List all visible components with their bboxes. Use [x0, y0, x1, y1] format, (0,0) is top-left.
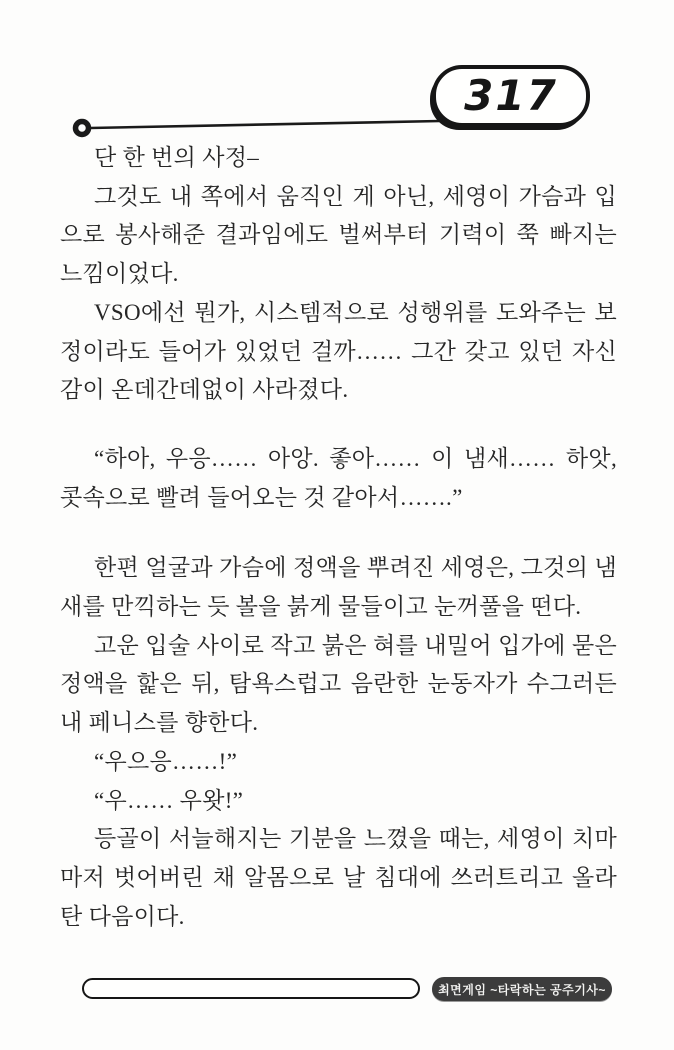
- paragraph: 단 한 번의 사정–: [94, 145, 260, 170]
- page-number: 317: [464, 70, 558, 120]
- paragraph: 그것도 내 쪽에서 움직인 게 아닌, 세영이 가슴과 입으로 봉사해준 결과임에도 벌써부터 기력이 쭉 빠지는 느낌이었다.: [60, 183, 617, 287]
- paragraph: VSO에선 뭔가, 시스템적으로 성행위를 도와주는 보정이라도 들어가 있었던 걸까…… 그간 갖고 있던 자신감이 온데간데없이 사라졌다.: [60, 299, 617, 403]
- line-end-ring-icon: [76, 122, 89, 135]
- paragraph: 등골이 서늘해지는 기분을 느꼈을 때는, 세영이 치마마저 벗어버린 채 알몸으로 날 침대에 쓰러트리고 올라탄 다음이다.: [60, 826, 617, 929]
- footer-progress-pill: [82, 978, 420, 999]
- book-title: 최면게임 ~타락하는 공주기사~: [438, 982, 606, 997]
- header-rule-line: [90, 121, 440, 128]
- body-text: [60, 139, 617, 936]
- paragraph-dialogue: “하아, 우응…… 아앙. 좋아…… 이 냄새…… 하앗, 콧속으로 빨려 들어오는 것 같아서…….”: [60, 445, 617, 510]
- page-number-badge: [432, 65, 590, 127]
- paragraph-dialogue: “우…… 우왓!”: [94, 787, 244, 813]
- paragraph: 한편 얼굴과 가슴에 정액을 뿌려진 세영은, 그것의 냄새를 만끽하는 듯 볼을 붉게 물들이고 눈꺼풀을 떤다.: [60, 555, 617, 620]
- book-title-badge: [432, 977, 612, 1001]
- paragraph: 고운 입술 사이로 작고 붉은 혀를 내밀어 입가에 묻은 정액을 핥은 뒤, 탐욕스럽고 음란한 눈동자가 수그러든 내 페니스를 향한다.: [60, 632, 617, 736]
- paragraph-dialogue: “우으응……!”: [94, 748, 238, 774]
